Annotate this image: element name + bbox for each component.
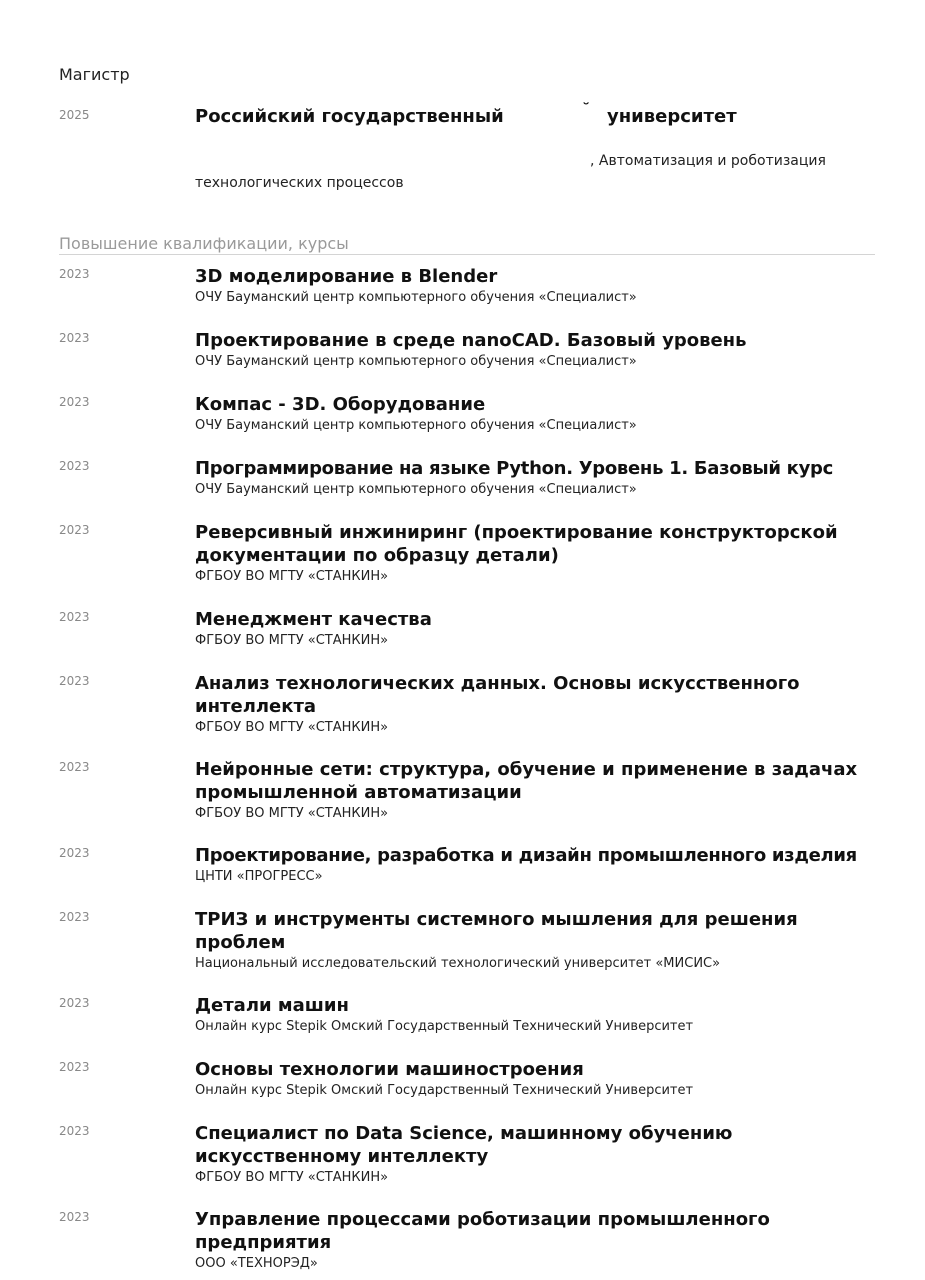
course-title: Компас - 3D. Оборудование xyxy=(195,394,486,415)
course-organization: Онлайн курс Stepik Омский Государственный Технический Университет xyxy=(195,1083,694,1098)
course-organization: ОЧУ Бауманский центр компьютерного обучения «Специалист» xyxy=(195,418,637,433)
course-title: Проектирование, разработка и дизайн промышленного изделия xyxy=(195,845,857,866)
course-organization: ЦНТИ «ПРОГРЕСС» xyxy=(195,869,323,884)
education-specialty-part1: , Автоматизация и роботизация xyxy=(590,153,826,169)
course-organization: ФГБОУ ВО МГТУ «СТАНКИН» xyxy=(195,569,389,584)
course-year: 2023 xyxy=(59,267,90,281)
courses-section-title: Повышение квалификации, курсы xyxy=(59,234,875,255)
university-name-part2: университет xyxy=(607,106,737,127)
course-organization: ОЧУ Бауманский центр компьютерного обучения «Специалист» xyxy=(195,482,637,497)
course-organization: ФГБОУ ВО МГТУ «СТАНКИН» xyxy=(195,633,389,648)
course-title: Менеджмент качества xyxy=(195,609,432,630)
course-year: 2023 xyxy=(59,331,90,345)
course-organization: ФГБОУ ВО МГТУ «СТАНКИН» xyxy=(195,720,389,735)
education-year: 2025 xyxy=(59,108,90,122)
course-year: 2023 xyxy=(59,846,90,860)
education-specialty-part2: технологических процессов xyxy=(195,175,404,191)
course-year: 2023 xyxy=(59,674,90,688)
course-year: 2023 xyxy=(59,1124,90,1138)
course-organization: ОЧУ Бауманский центр компьютерного обучения «Специалист» xyxy=(195,354,637,369)
course-title: Анализ технологических данных. Основы искусственного интеллекта xyxy=(195,673,800,717)
course-organization: ФГБОУ ВО МГТУ «СТАНКИН» xyxy=(195,1170,389,1185)
course-year: 2023 xyxy=(59,523,90,537)
course-title: Основы технологии машиностроения xyxy=(195,1059,584,1080)
course-organization: ОЧУ Бауманский центр компьютерного обучения «Специалист» xyxy=(195,290,637,305)
course-title: Проектирование в среде nanoCAD. Базовый уровень xyxy=(195,330,747,351)
course-year: 2023 xyxy=(59,1060,90,1074)
course-year: 2023 xyxy=(59,996,90,1010)
course-title: 3D моделирование в Blender xyxy=(195,266,498,287)
course-title: Специалист по Data Science, машинному обучению искусственному интеллекту xyxy=(195,1123,733,1167)
course-organization: Онлайн курс Stepik Омский Государственный Технический Университет xyxy=(195,1019,694,1034)
course-year: 2023 xyxy=(59,1210,90,1224)
course-year: 2023 xyxy=(59,459,90,473)
course-year: 2023 xyxy=(59,395,90,409)
course-organization: Национальный исследовательский технологический университет «МИСИС» xyxy=(195,956,721,971)
course-title: Программирование на языке Python. Уровень 1. Базовый курс xyxy=(195,458,833,479)
university-name-part1: Российский государственный xyxy=(195,106,504,127)
course-organization: ООО «ТЕХНОРЭД» xyxy=(195,1256,318,1271)
course-title: Реверсивный инжиниринг (проектирование конструкторской документации по образцу детали) xyxy=(195,522,838,566)
course-organization: ФГБОУ ВО МГТУ «СТАНКИН» xyxy=(195,806,389,821)
course-title: ТРИЗ и инструменты системного мышления для решения проблем xyxy=(195,909,798,953)
course-title: Нейронные сети: структура, обучение и применение в задачах промышленной автоматизации xyxy=(195,759,858,803)
course-year: 2023 xyxy=(59,610,90,624)
course-year: 2023 xyxy=(59,910,90,924)
course-year: 2023 xyxy=(59,760,90,774)
course-title: Управление процессами роботизации промышленного предприятия xyxy=(195,1209,770,1253)
degree-label: Магистр xyxy=(59,65,130,84)
course-title: Детали машин xyxy=(195,995,349,1016)
